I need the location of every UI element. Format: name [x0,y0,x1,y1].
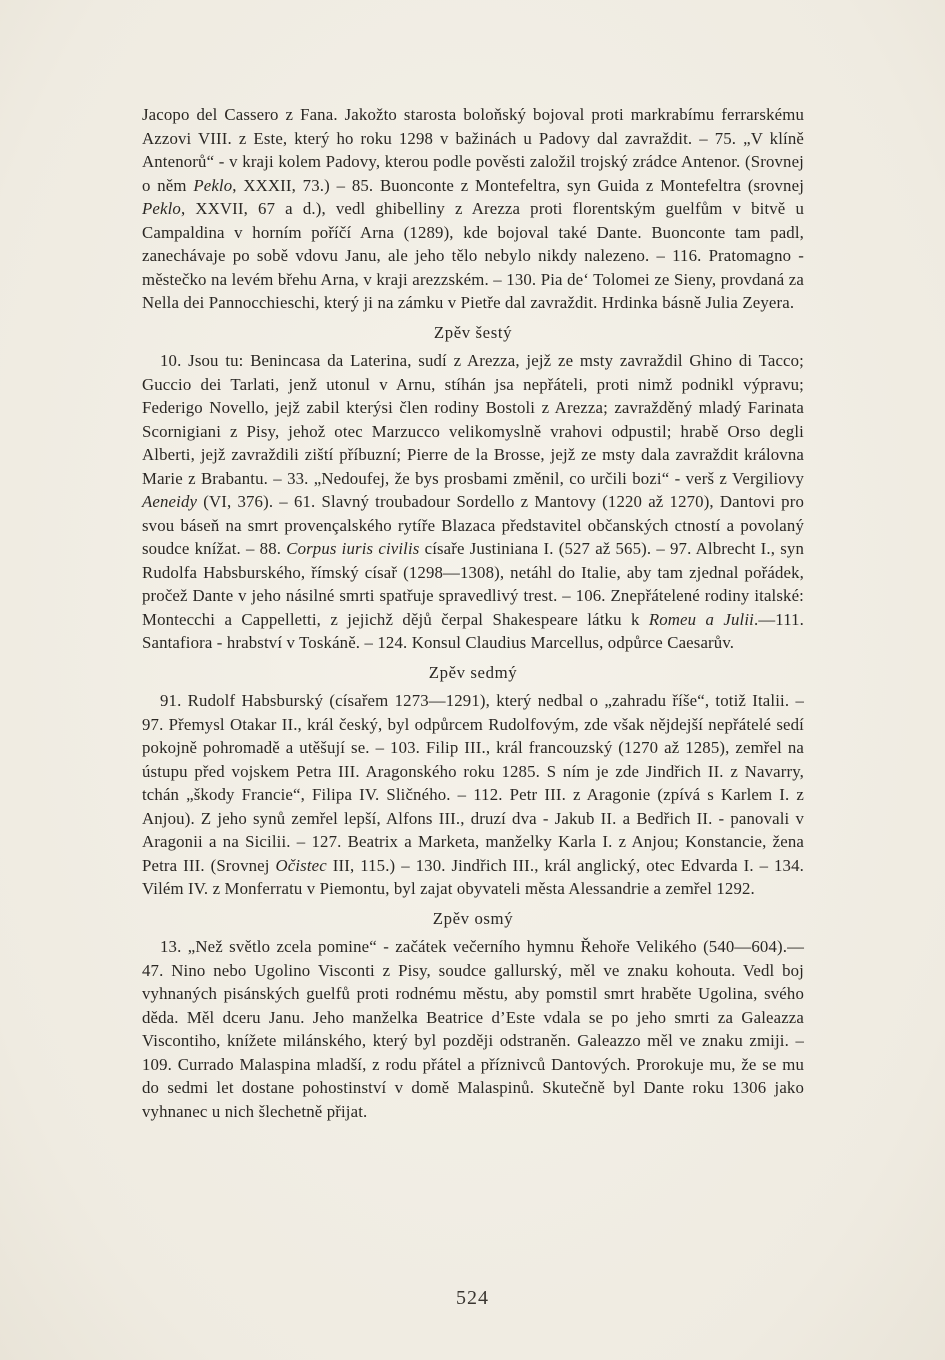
section-heading-8: Zpěv osmý [432,908,514,928]
paragraph-8 [142,935,804,1123]
text-run: Jacopo del Cassero z Fana. Jakožto starosta boloňský bojoval proti markrabímu ferrarskému Azzovi VIII. z Este, který ho roku 1298 v bažinách u Padovy dal zavraždit. – 75. „V klíně Antenorů“ - v kraji kolem Padovy, kterou podle pověsti založil trojský zrádce Antenor. (Srovnej o něm [142,105,804,195]
text-run: .—111. Santafiora - hrabství v Toskáně. – 124. Konsul Claudius Marcellus, odpůrce Caesarův. [142,609,804,652]
text-run: 10. Jsou tu: Benincasa da Laterina, sudí z Arezza, jejž ze msty zavraždil Ghino di Tacco; Guccio dei Tarlati, jenž utonul v Arnu, stíhán jsa nepřáteli, proti nimž podnikl výpravu; Federigo Novello, jejž zabil kterýsi člen rodiny Bostoli z Arezza; zavražděný mladý Farinata Scornigiani z Pisy, jehož otec Marzucco velikomyslně vrahovi odpustil; hrabě Orso degli Alberti, jejž zavraždili ziští příbuzní; Pierre de la Brosse, jejž ze msty dala zavraždit královna Marie z Brabantu. – 33. „Nedoufej, že bys prosbami změnil, co určili bozi“ - verš z Vergiliovy [142,351,804,488]
paragraph-7 [142,689,804,901]
text-run: , XXVII, 67 a d.), vedl ghibelliny z Arezza proti florentským guelfům v bitvě u Campaldina v horním poříčí Arna (1289), kde bojoval také Dante. Buonconte tam padl, zanechávaje po sobě vdovu Janu, ale jeho tělo nebylo nikdy nalezeno. – 116. Pratomagno - městečko na levém břehu Arna, v kraji arezzském. – 130. Pia de‘ Tolomei ze Sieny, provdaná za Nella dei Pannocchieschi, který ji na zámku v Pietře dal zavraždit. Hrdinka básně Julia Zeyera. [142,199,804,312]
italic-title: Peklo [142,199,181,218]
italic-title: Aeneidy [142,492,198,511]
text-run: 91. Rudolf Habsburský (císařem 1273—1291), který nedbal o „zahradu říše“, totiž Italii. – 97. Přemysl Otakar II., král český, byl odpůrcem Rudolfovým, zde však nějdejší nepřátelé sedí pokojně pohromadě a utěšují se. – 103. Filip III., král francouzský (1270 až 1285), zemřel na ústupu před vojskem Petra III. Aragonského roku 1285. S ním je zde Jindřich II. z Navarry, tchán „škody Francie“, Filipa IV. Sličného. – 112. Petr III. z Aragonie (zpívá s Karlem I. z Anjou). Z jeho synů zemřel lepší, Alfons III., druzí dva - Jakub II. a Bedřich II. - panovali v Aragonii a na Sicilii. – 127. Beatrix a Marketa, manželky Karla I. z Anjou; Konstancie, žena Petra III. (Srovnej [142,691,804,875]
page-number: 524 [456,1287,489,1309]
text-run: (VI, 376). – 61. Slavný troubadour Sordello z Mantovy (1220 až 1270), Dantovi pro svou báseň na smrt provençalského rytíře Blazaca představitel občanských ctností a povolaný soudce knížat. – 88. [142,492,804,558]
italic-title: Romeu a Julii [648,609,754,629]
italic-title: Peklo [193,175,233,195]
italic-title: Očistec [275,855,327,875]
section-heading-7: Zpěv sedmý [428,662,518,682]
section-heading-6: Zpěv šestý [433,322,513,342]
text-run: císaře Justiniana I. (527 až 565). – 97. Albrecht I., syn Rudolfa Habsburského, římský císař (1298—1308), netáhl do Italie, aby tam zjednal pořádek, pročež Dante v jeho násilné smrti spatřuje spravedlivý trest. – 106. Znepřátelené rodiny italské: Montecchi a Cappelletti, z jejichž dějů čerpal Shakespeare látku k [142,539,804,629]
commentary-text [142,103,804,1123]
text-run: 13. „Než světlo zcela pomine“ - začátek večerního hymnu Řehoře Velikého (540—604).— 47. Nino nebo Ugolino Visconti z Pisy, soudce gallurský, měl ve znaku kohouta. Vedl boj vyhnaných pisánských guelfů proti rodnému městu, aby pomstil smrt hraběte Ugolina, svého děda. Měl dceru Janu. Jeho manželka Beatrice d’Este vdala se po jeho smrti za Galeazza Viscontiho, knížete milánského, který byl později odstraněn. Galeazzo měl ve znaku zmiji. – 109. Currado Malaspina mladší, z rodu přátel a příznivců Dantových. Prorokuje mu, že se mu do sedmi let dostane pohostinství v domě Malaspinů. Skutečně byl Dante roku 1306 jako vyhnanec u nich šlechetně přijat. [142,937,804,1121]
paragraph-prev [142,103,804,315]
text-run: , XXXII, 73.) – 85. Buonconte z Montefeltra, syn Guida z Montefeltra (srovnej [232,175,805,195]
italic-title: Corpus iuris civilis [286,539,420,558]
paragraph-6 [142,349,804,655]
text-run: III, 115.) – 130. Jindřich III., král anglický, otec Edvarda I. – 134. Vilém IV. z Monferratu v Piemontu, byl zajat obyvateli města Alessandrie a zemřel 1292. [142,855,804,898]
